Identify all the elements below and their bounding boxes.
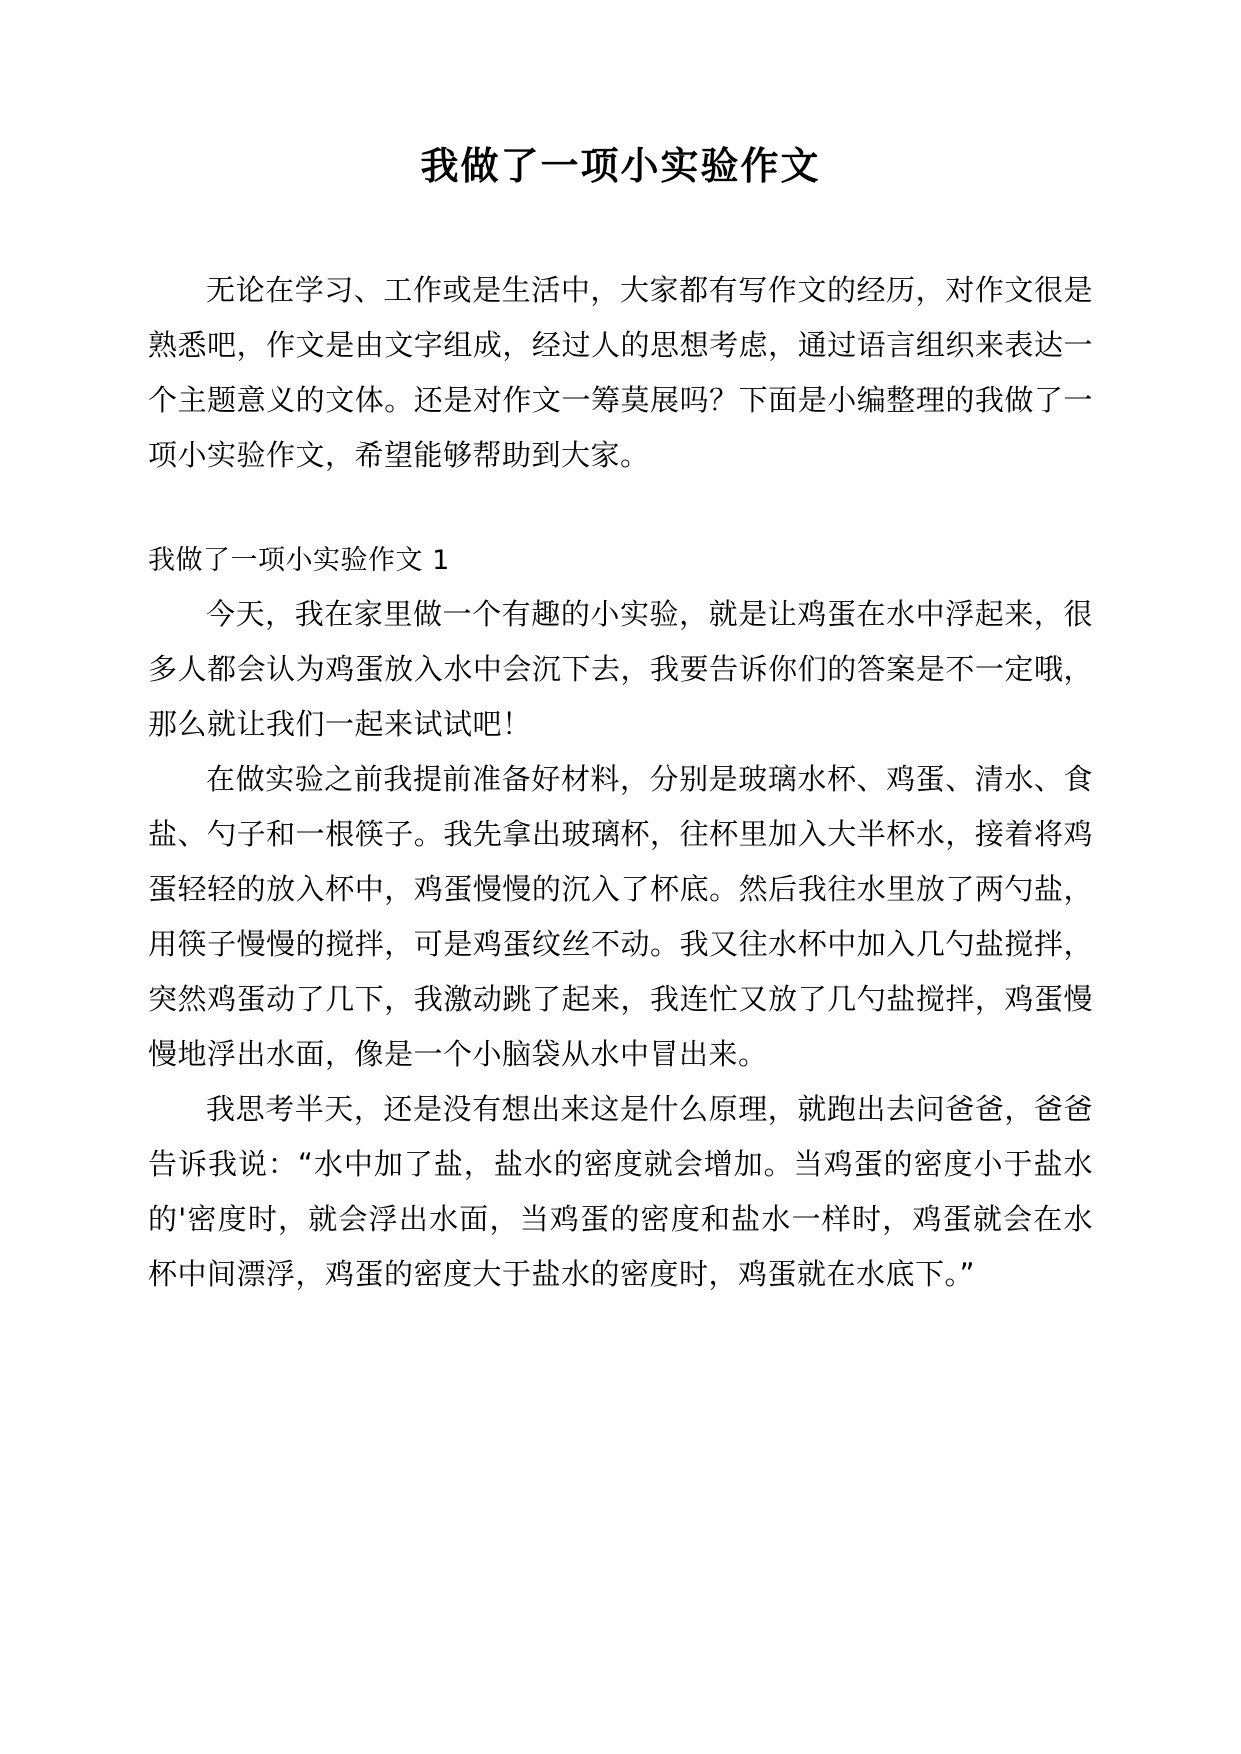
page-title: 我做了一项小实验作文 [420, 144, 821, 188]
intro-paragraph: 无论在学习、工作或是生活中，大家都有写作文的经历，对作文很是熟悉吧，作文是由文字组成，经过人的思想考虑，通过语言组织来表达一个主题意义的文体。还是对作文一筹莫展吗？下面是小编整理的我做了一项小实验作文，希望能够帮助到大家。 [148, 273, 1093, 473]
section-heading: 我做了一项小实验作文 1 [148, 545, 450, 577]
body-paragraph-1: 今天，我在家里做一个有趣的小实验，就是让鸡蛋在水中浮起来，很多人都会认为鸡蛋放入水中会沉下去，我要告诉你们的答案是不一定哦，那么就让我们一起来试试吧！ [148, 597, 1093, 742]
body-paragraph-3: 我思考半天，还是没有想出来这是什么原理，就跑出去问爸爸，爸爸告诉我说：“水中加了盐，盐水的密度就会增加。当鸡蛋的密度小于盐水的'密度时，就会浮出水面，当鸡蛋的密度和盐水一样时，鸡蛋就会在水杯中间漂浮，鸡蛋的密度大于盐水的密度时，鸡蛋就在水底下。” [148, 1092, 1093, 1292]
section-spacer [148, 483, 1093, 535]
body-paragraph-2: 在做实验之前我提前准备好材料，分别是玻璃水杯、鸡蛋、清水、食盐、勺子和一根筷子。我先拿出玻璃杯，往杯里加入大半杯水，接着将鸡蛋轻轻的放入杯中，鸡蛋慢慢的沉入了杯底。然后我往水里放了两勺盐，用筷子慢慢的搅拌，可是鸡蛋纹丝不动。我又往水杯中加入几勺盐搅拌，突然鸡蛋动了几下，我激动跳了起来，我连忙又放了几勺盐搅拌，鸡蛋慢慢地浮出水面，像是一个小脑袋从水中冒出来。 [148, 762, 1093, 1072]
document-body [148, 263, 1093, 1302]
